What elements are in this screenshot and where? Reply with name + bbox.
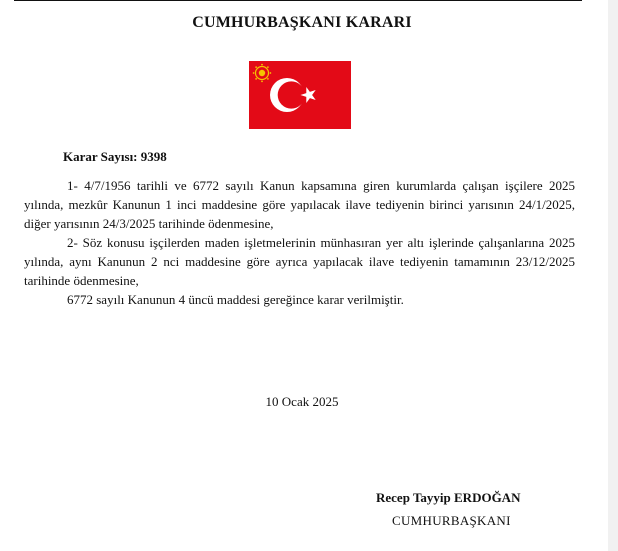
decision-date: 10 Ocak 2025: [265, 394, 339, 409]
decision-body: [24, 176, 575, 309]
scrollbar-track[interactable]: [608, 0, 618, 551]
document-title: CUMHURBAŞKANI KARARI: [192, 14, 412, 31]
top-rule: [14, 0, 582, 1]
signatory-title: CUMHURBAŞKANI: [392, 513, 511, 528]
decision-number: Karar Sayısı: 9398: [63, 149, 167, 164]
decision-paragraph-2: 2- Söz konusu işçilerden maden işletmelerinin münhasıran yer altı işlerinde çalışanlarına 2025 yılında, aynı Kanunun 2 nci maddesine göre ayrıca yapılacak ilave tediyenin tamamının 23/12/2025 tarihinde ödenmesine,: [24, 235, 575, 288]
decision-paragraph-1: 1- 4/7/1956 tarihli ve 6772 sayılı Kanun kapsamına giren kurumlarda çalışan işçilere 2025 yılında, mezkûr Kanunun 1 inci maddesine göre yapılacak ilave tediyenin birinci yarısının 24/1/2025, diğer yarısının 24/3/2025 tarihinde ödenmesine,: [24, 178, 575, 231]
signatory-name: Recep Tayyip ERDOĞAN: [376, 490, 521, 505]
decision-paragraph-3: 6772 sayılı Kanunun 4 üncü maddesi gereğince karar verilmiştir.: [67, 292, 404, 307]
turkish-flag-icon: [249, 61, 351, 129]
presidential-seal-icon: [253, 64, 272, 83]
